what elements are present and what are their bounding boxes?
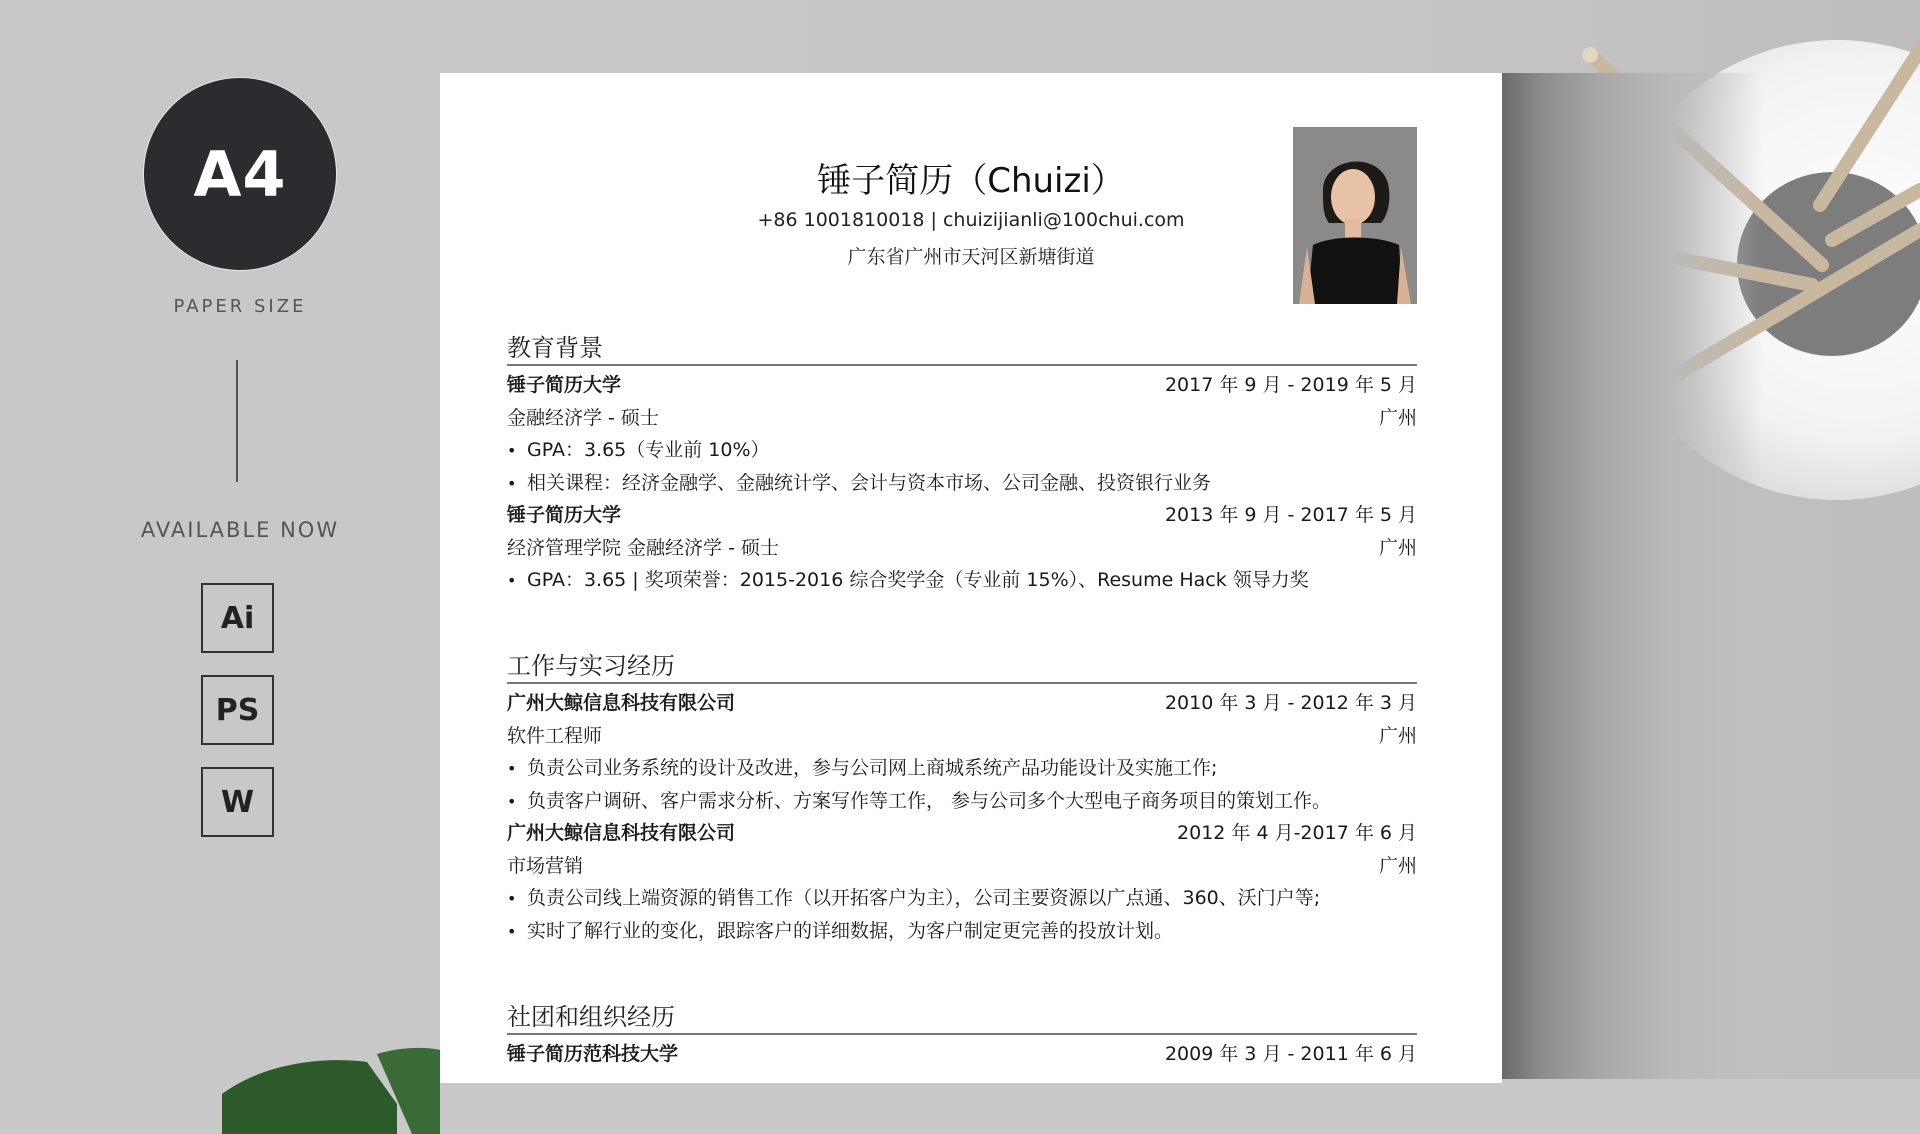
bullet-text: • 负责公司线上端资源的销售工作（以开拓客户为主），公司主要资源以广点通、360、沃门户等; <box>507 883 1320 910</box>
entry-dates: 2017 年 9 月 - 2019 年 5 月 <box>1164 373 1417 396</box>
entry-bullet <box>507 913 1417 945</box>
section-rule <box>507 682 1417 684</box>
section-title-work: 工作与实习经历 <box>507 652 675 680</box>
entry-header <box>507 685 1417 717</box>
entry-header <box>507 815 1417 847</box>
entry-bullet <box>507 750 1417 782</box>
paper-size-badge <box>144 78 336 270</box>
available-now-label: AVAILABLE NOW <box>140 518 340 542</box>
paper-size-label: A4 <box>193 137 287 211</box>
entry-dates: 2013 年 9 月 - 2017 年 5 月 <box>1164 503 1417 526</box>
paper-size-caption: PAPER SIZE <box>173 296 307 317</box>
contact-info: +86 1001810018 | chuizijianli@100chui.com <box>757 209 1185 231</box>
bullet-text: • 相关课程：经济金融学、金融统计学、会计与资本市场、公司金融、投资银行业务 <box>507 468 1211 495</box>
entry-bullet <box>507 432 1417 464</box>
entry-role: 经济管理学院 金融经济学 - 硕士 <box>507 536 779 559</box>
entry-subheader <box>507 718 1417 750</box>
entry-dates: 2012 年 4 月-2017 年 6 月 <box>1177 821 1417 844</box>
profile-photo <box>1293 127 1417 304</box>
entry-org: 广州大鲸信息科技有限公司 <box>507 821 736 844</box>
entry-subheader <box>507 530 1417 562</box>
person-photo-icon <box>1293 127 1417 304</box>
bullet-text: • 实时了解行业的变化，跟踪客户的详细数据，为客户制定更完善的投放计划。 <box>507 916 1173 943</box>
format-label: W <box>220 784 255 820</box>
illustrator-icon <box>201 583 274 653</box>
entry-dates: 2010 年 3 月 - 2012 年 3 月 <box>1164 691 1417 714</box>
format-label: Ai <box>220 600 255 636</box>
plant-leaf-icon <box>222 1044 440 1134</box>
entry-location: 广州 <box>1378 724 1417 747</box>
bullet-text: • 负责客户调研、客户需求分析、方案写作等工作， 参与公司多个大型电子商务项目的策划工作。 <box>507 786 1331 813</box>
bullet-text: • GPA：3.65 | 奖项荣誉：2015-2016 综合奖学金（专业前 15%）、Resume Hack 领导力奖 <box>507 565 1309 592</box>
word-icon <box>201 767 274 837</box>
photoshop-icon <box>201 675 274 745</box>
entry-subheader <box>507 400 1417 432</box>
resume-name: 锤子简历（Chuizi） <box>817 161 1125 201</box>
section-rule <box>507 364 1417 366</box>
entry-header <box>507 367 1417 399</box>
section-rule <box>507 1033 1417 1035</box>
entry-subheader <box>507 848 1417 880</box>
entry-role: 市场营销 <box>507 854 584 877</box>
entry-org: 锤子简历大学 <box>507 373 622 396</box>
bullet-text: • 负责公司业务系统的设计及改进，参与公司网上商城系统产品功能设计及实施工作; <box>507 753 1217 780</box>
address: 广东省广州市天河区新塘街道 <box>847 246 1095 268</box>
resume-page <box>440 73 1502 1083</box>
entry-bullet <box>507 880 1417 912</box>
entry-bullet <box>507 562 1417 594</box>
entry-role: 软件工程师 <box>507 724 603 747</box>
section-title-organizations: 社团和组织经历 <box>507 1003 675 1031</box>
entry-role: 金融经济学 - 硕士 <box>507 406 659 429</box>
entry-org: 锤子简历范科技大学 <box>507 1042 679 1065</box>
bullet-text: • GPA：3.65（专业前 10%） <box>507 435 770 462</box>
section-title-education: 教育背景 <box>507 334 603 362</box>
format-label: PS <box>215 692 260 728</box>
entry-location: 广州 <box>1378 406 1417 429</box>
sidebar-divider <box>236 360 238 482</box>
entry-dates: 2009 年 3 月 - 2011 年 6 月 <box>1164 1042 1417 1065</box>
entry-location: 广州 <box>1378 854 1417 877</box>
entry-org: 锤子简历大学 <box>507 503 622 526</box>
entry-bullet <box>507 465 1417 497</box>
entry-org: 广州大鲸信息科技有限公司 <box>507 691 736 714</box>
entry-bullet <box>507 783 1417 815</box>
entry-header <box>507 497 1417 529</box>
paper-shadow <box>1502 73 1762 1079</box>
entry-header <box>507 1036 1417 1068</box>
entry-location: 广州 <box>1378 536 1417 559</box>
